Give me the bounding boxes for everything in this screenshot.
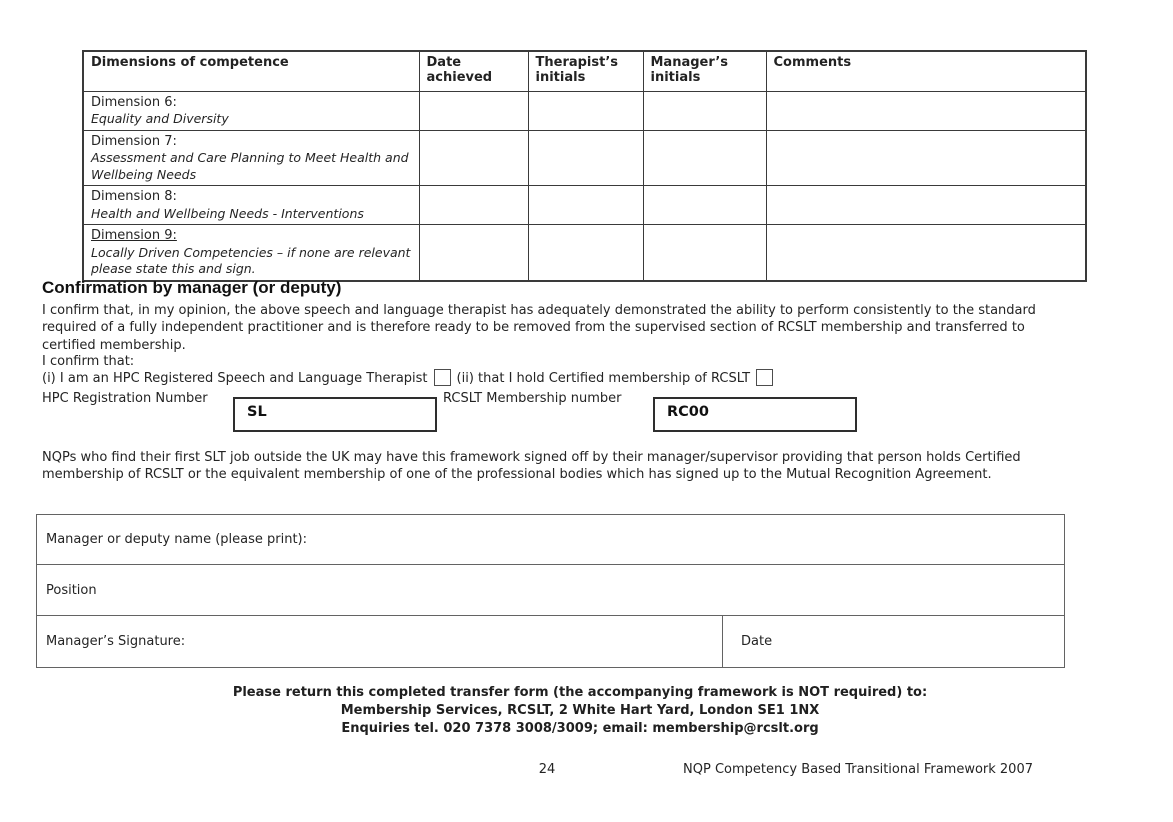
table-row-dimension-8 (83, 186, 1086, 225)
manager-signature-cell[interactable] (37, 616, 723, 667)
nqp-paragraph: NQPs who find their first SLT job outside the UK may have this framework signed off by their manager/supervisor providing that person holds Certified membership of RCSLT or the equivalent membership of one of the professional bodies which has signed up to the Mutual Recognition Agreement. (42, 450, 1021, 483)
comments-cell[interactable] (766, 225, 1086, 281)
dimension-9-title: Dimension 9: (91, 228, 177, 243)
dimension-6-subtitle: Equality and Diversity (91, 111, 229, 126)
manager-name-row[interactable] (37, 515, 1064, 565)
manager-name-label: Manager or deputy name (please print): (46, 532, 308, 547)
certified-membership-checkbox[interactable] (756, 369, 773, 386)
hpc-registration-number-field[interactable]: SL (233, 397, 437, 432)
date-achieved-cell[interactable] (419, 91, 528, 130)
return-line-1: Please return this completed transfer form (the accompanying framework is NOT required) to: (232, 685, 928, 700)
therapist-initials-cell[interactable] (528, 91, 643, 130)
page-number: 24 (538, 762, 556, 777)
return-line-2: Membership Services, RCSLT, 2 White Hart Yard, London SE1 1NX (340, 703, 820, 718)
position-row[interactable] (37, 565, 1064, 616)
document-title: NQP Competency Based Transitional Framework 2007 (683, 762, 1033, 777)
hpc-registration-number-label: HPC Registration Number (42, 391, 208, 406)
dimension-6-title: Dimension 6: (91, 94, 177, 110)
table-row-dimension-6 (83, 91, 1086, 130)
rcslt-membership-number-label: RCSLT Membership number (443, 391, 622, 406)
dimension-8-label-cell (83, 186, 419, 225)
certified-membership-label: (ii) that I hold Certified membership of RCSLT (456, 371, 751, 386)
table-row-dimension-7 (83, 130, 1086, 186)
header-comments: Comments (766, 51, 1086, 91)
dimension-7-label-cell (83, 130, 419, 186)
date-cell[interactable] (723, 616, 1064, 667)
hpc-registered-label: (i) I am an HPC Registered Speech and Language Therapist (42, 371, 428, 386)
dimension-8-title: Dimension 8: (91, 189, 177, 204)
header-dimensions: Dimensions of competence (83, 51, 419, 91)
rcslt-membership-number-field[interactable]: RC00 (653, 397, 857, 432)
confirmation-paragraph: I confirm that, in my opinion, the above speech and language therapist has adequately demonstrated the ability to perform consistently to the standard required of a fully independent practitioner and is therefore ready to be removed from the supervised section of RCSLT membership and transferred to certified membership. (42, 303, 1036, 353)
manager-initials-cell[interactable] (643, 186, 766, 225)
confirm-that-line: I confirm that: (42, 354, 135, 369)
header-therapist-initials: Therapist’s initials (528, 51, 643, 91)
manager-signature-label: Manager’s Signature: (46, 634, 186, 649)
therapist-initials-cell[interactable] (528, 130, 643, 186)
header-manager-initials: Manager’s initials (643, 51, 766, 91)
position-label: Position (46, 582, 97, 598)
date-achieved-cell[interactable] (419, 225, 528, 281)
header-date-achieved: Date achieved (419, 51, 528, 91)
dimension-9-subtitle: Locally Driven Competencies – if none are relevant please state this and sign. (91, 244, 411, 276)
dimension-7-subtitle: Assessment and Care Planning to Meet Health and Wellbeing Needs (91, 150, 409, 182)
date-label: Date (741, 634, 773, 649)
return-instructions (0, 684, 1160, 738)
therapist-initials-cell[interactable] (528, 186, 643, 225)
section-heading: Confirmation by manager (or deputy) (42, 278, 342, 297)
dimension-6-label-cell (83, 91, 419, 130)
manager-initials-cell[interactable] (643, 91, 766, 130)
date-achieved-cell[interactable] (419, 186, 528, 225)
manager-initials-cell[interactable] (643, 130, 766, 186)
signature-date-row (37, 616, 1064, 667)
competence-table-header-row (83, 51, 1086, 91)
hpc-registered-checkbox[interactable] (434, 369, 451, 386)
table-row-dimension-9 (83, 225, 1086, 281)
date-achieved-cell[interactable] (419, 130, 528, 186)
comments-cell[interactable] (766, 130, 1086, 186)
dimension-8-subtitle: Health and Wellbeing Needs - Interventions (91, 205, 364, 221)
comments-cell[interactable] (766, 186, 1086, 225)
return-line-3: Enquiries tel. 020 7378 3008/3009; email: membership@rcslt.org (341, 721, 819, 736)
signature-table (36, 514, 1065, 668)
comments-cell[interactable] (766, 91, 1086, 130)
dimension-9-label-cell (83, 225, 419, 281)
manager-initials-cell[interactable] (643, 225, 766, 281)
competence-table (82, 50, 1087, 282)
confirmation-checkbox-line (42, 371, 779, 386)
therapist-initials-cell[interactable] (528, 225, 643, 281)
dimension-7-title: Dimension 7: (91, 133, 177, 149)
